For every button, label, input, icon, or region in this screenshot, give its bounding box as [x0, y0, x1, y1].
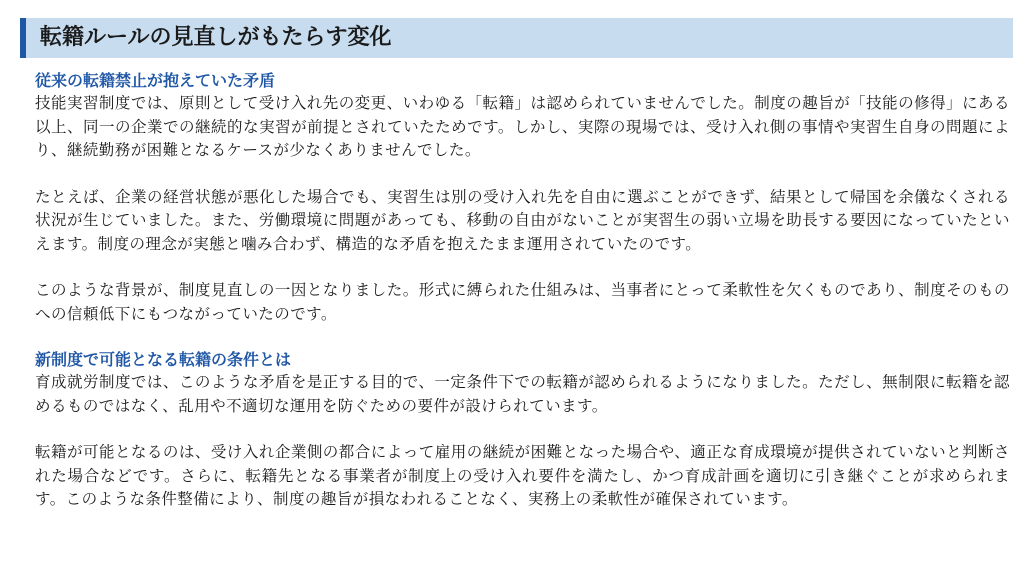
section-heading-1: 従来の転籍禁止が抱えていた矛盾 [35, 71, 276, 90]
title-bar [20, 18, 1013, 58]
paragraph-1-3: このような背景が、制度見直しの一因となりました。形式に縛られた仕組みは、当事者にとって柔軟性を欠くものであり、制度そのものへの信頼低下にもつながっていたのです。 [35, 281, 1010, 323]
document-body [35, 70, 1010, 512]
paragraph-2-2: 転籍が可能となるのは、受け入れ企業側の都合によって雇用の継続が困難となった場合や、適正な育成環境が提供されていないと判断された場合などです。さらに、転籍先となる事業者が制度上の受け入れ要件を満たし、かつ育成計画を適切に引き継ぐことが求められます。このような条件整備により、制度の趣旨が損なわれることなく、実務上の柔軟性が確保されています。 [35, 443, 1010, 508]
section-heading-2: 新制度で可能となる転籍の条件とは [35, 350, 292, 369]
paragraph-1-2: たとえば、企業の経営状態が悪化した場合でも、実習生は別の受け入れ先を自由に選ぶことができず、結果として帰国を余儀なくされる状況が生じていました。また、労働環境に問題があっても、移動の自由がないことが実習生の弱い立場を助長する要因になっていたといえます。制度の理念が実態と噛み合わず、構造的な矛盾を抱えたまま運用されていたのです。 [35, 187, 1010, 253]
page-title: 転籍ルールの見直しがもたらす変化 [40, 25, 392, 50]
paragraph-1-1: 技能実習制度では、原則として受け入れ先の変更、いわゆる「転籍」は認められていませんでした。制度の趣旨が「技能の修得」にある以上、同一の企業での継続的な実習が前提とされていたためです。しかし、実際の現場では、受け入れ側の事情や実習生自身の問題により、継続勤務が困難となるケースが少なくありませんでした。 [35, 94, 1010, 159]
paragraph-2-1: 育成就労制度では、このような矛盾を是正する目的で、一定条件下での転籍が認められるようになりました。ただし、無制限に転籍を認めるものではなく、乱用や不適切な運用を防ぐための要件が設けられています。 [35, 373, 1010, 415]
